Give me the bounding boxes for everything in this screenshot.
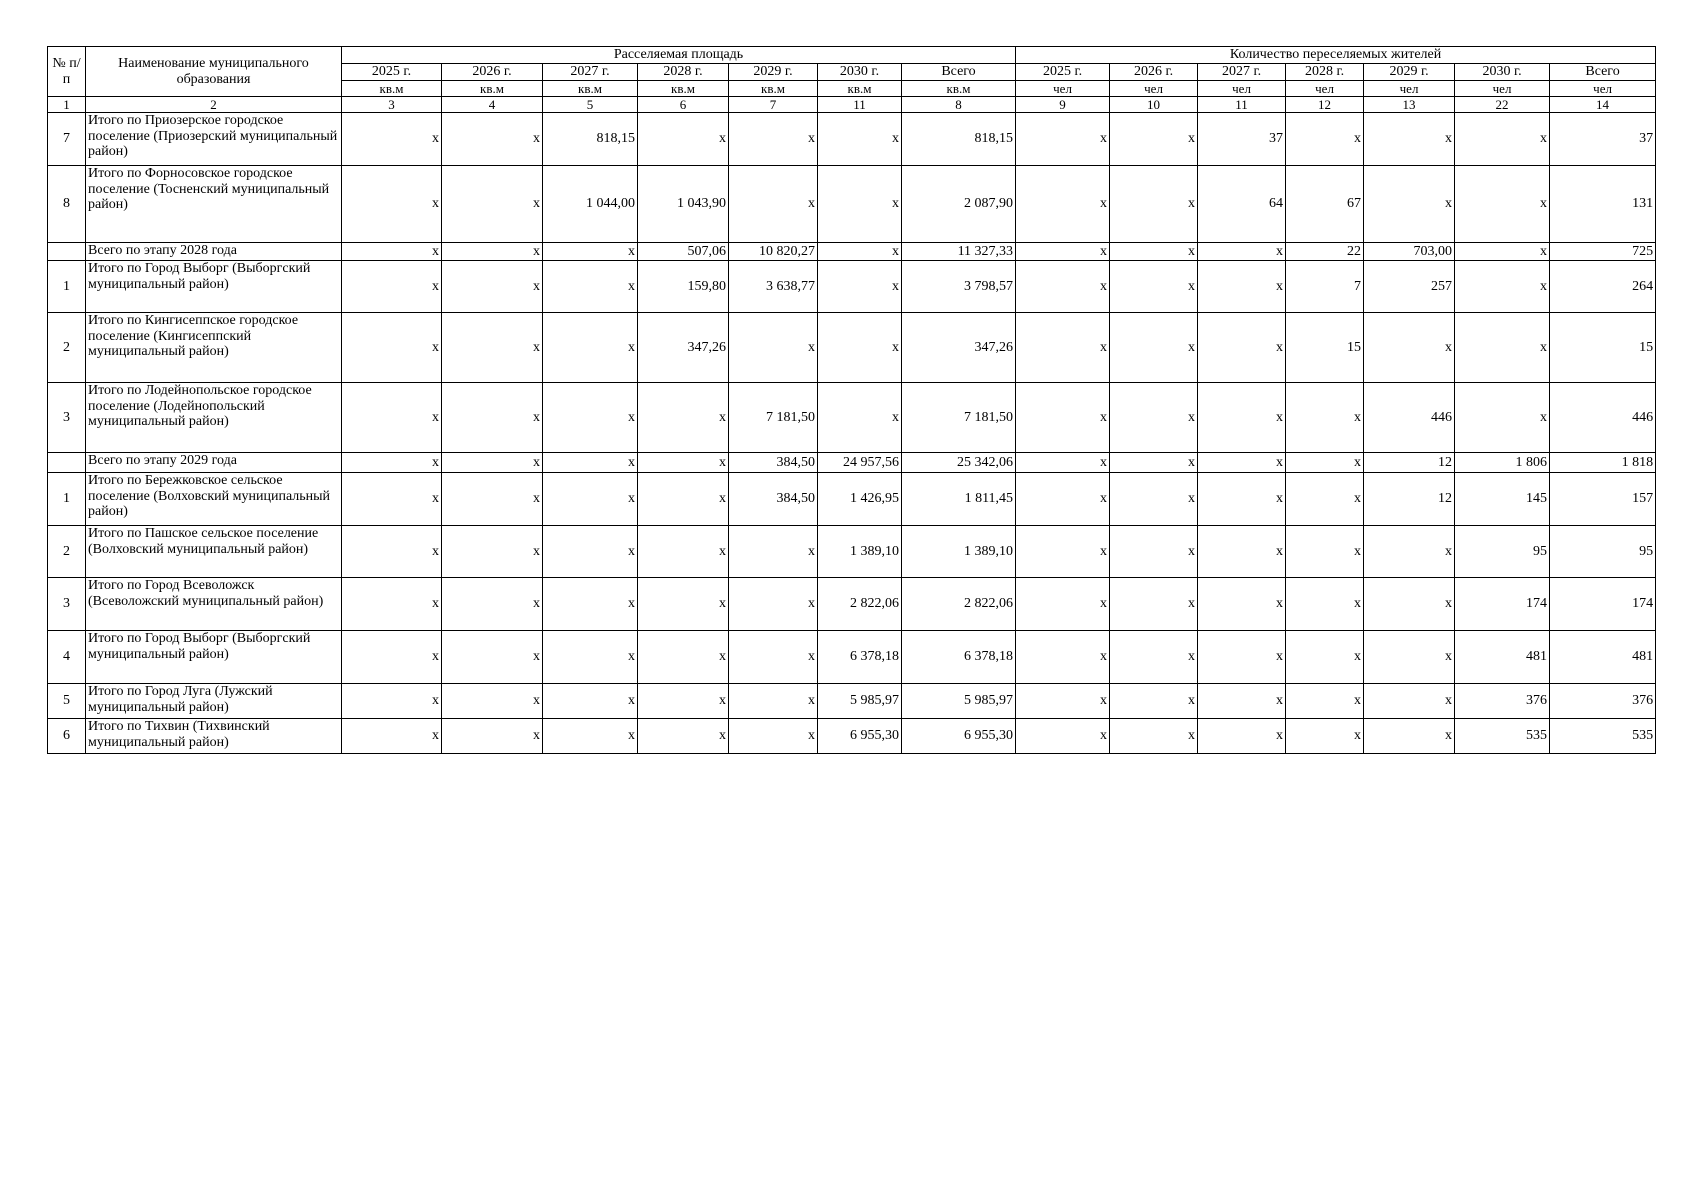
people-value: x xyxy=(1455,243,1550,261)
people-value: 703,00 xyxy=(1364,243,1455,261)
area-value: x xyxy=(442,526,543,578)
people-value: 481 xyxy=(1550,631,1656,684)
area-value: x xyxy=(543,243,638,261)
area-value: x xyxy=(543,719,638,754)
people-value: 157 xyxy=(1550,473,1656,526)
header-area-year: 2029 г. xyxy=(729,64,818,81)
people-value: x xyxy=(1364,113,1455,166)
table-row xyxy=(48,684,1656,719)
people-value: x xyxy=(1016,453,1110,473)
people-value: x xyxy=(1016,719,1110,754)
area-value: 2 822,06 xyxy=(818,578,902,631)
area-value: x xyxy=(638,631,729,684)
area-value: x xyxy=(729,166,818,243)
header-column-number: 8 xyxy=(902,97,1016,113)
header-people-year: Всего xyxy=(1550,64,1656,81)
header-column-number: 1 xyxy=(48,97,86,113)
area-value: 347,26 xyxy=(638,313,729,383)
people-value: x xyxy=(1455,166,1550,243)
header-column-number: 14 xyxy=(1550,97,1656,113)
people-value: 95 xyxy=(1455,526,1550,578)
area-value: 1 043,90 xyxy=(638,166,729,243)
area-value: 1 426,95 xyxy=(818,473,902,526)
people-value: x xyxy=(1286,453,1364,473)
area-value: x xyxy=(543,453,638,473)
area-value: 507,06 xyxy=(638,243,729,261)
people-value: x xyxy=(1286,383,1364,453)
header-people-unit: чел xyxy=(1016,81,1110,97)
row-number: 1 xyxy=(48,473,86,526)
people-value: 7 xyxy=(1286,261,1364,313)
people-value: 174 xyxy=(1550,578,1656,631)
people-value: 37 xyxy=(1550,113,1656,166)
table-row-stage-total xyxy=(48,453,1656,473)
people-value: x xyxy=(1110,473,1198,526)
area-value: x xyxy=(638,578,729,631)
people-value: 257 xyxy=(1364,261,1455,313)
area-value: x xyxy=(638,113,729,166)
area-value: x xyxy=(442,313,543,383)
municipality-name: Итого по Тихвин (Тихвинский муниципальный район) xyxy=(86,719,342,754)
people-value: 174 xyxy=(1455,578,1550,631)
table-row xyxy=(48,719,1656,754)
municipality-name: Всего по этапу 2029 года xyxy=(86,453,342,473)
people-value: x xyxy=(1198,453,1286,473)
municipality-name: Итого по Город Выборг (Выборгский муниципальный район) xyxy=(86,261,342,313)
header-column-number: 9 xyxy=(1016,97,1110,113)
header-column-number: 5 xyxy=(543,97,638,113)
header-column-number: 11 xyxy=(818,97,902,113)
area-value: x xyxy=(342,473,442,526)
area-value: x xyxy=(638,473,729,526)
area-value: x xyxy=(442,166,543,243)
area-value: x xyxy=(729,578,818,631)
area-value: 1 811,45 xyxy=(902,473,1016,526)
municipality-name: Итого по Город Всеволожск (Всеволожский муниципальный район) xyxy=(86,578,342,631)
table-row xyxy=(48,578,1656,631)
area-value: 5 985,97 xyxy=(902,684,1016,719)
header-people-year: 2028 г. xyxy=(1286,64,1364,81)
area-value: x xyxy=(543,631,638,684)
header-row-column-numbers xyxy=(48,97,1656,113)
area-value: 818,15 xyxy=(902,113,1016,166)
municipality-name: Итого по Город Луга (Лужский муниципальный район) xyxy=(86,684,342,719)
people-value: x xyxy=(1455,383,1550,453)
header-group-area: Расселяемая площадь xyxy=(342,47,1016,64)
header-area-year: 2026 г. xyxy=(442,64,543,81)
area-value: x xyxy=(729,313,818,383)
area-value: x xyxy=(342,526,442,578)
people-value: x xyxy=(1455,113,1550,166)
header-people-year: 2026 г. xyxy=(1110,64,1198,81)
area-value: x xyxy=(442,261,543,313)
people-value: x xyxy=(1016,578,1110,631)
area-value: x xyxy=(543,684,638,719)
row-number: 7 xyxy=(48,113,86,166)
area-value: x xyxy=(342,313,442,383)
area-value: x xyxy=(342,383,442,453)
header-area-year: 2025 г. xyxy=(342,64,442,81)
area-value: x xyxy=(818,243,902,261)
area-value: x xyxy=(638,526,729,578)
row-number: 6 xyxy=(48,719,86,754)
header-area-unit: кв.м xyxy=(442,81,543,97)
area-value: x xyxy=(442,453,543,473)
people-value: x xyxy=(1110,243,1198,261)
people-value: x xyxy=(1110,313,1198,383)
area-value: 1 044,00 xyxy=(543,166,638,243)
header-area-unit: кв.м xyxy=(818,81,902,97)
area-value: 384,50 xyxy=(729,453,818,473)
header-area-year: 2027 г. xyxy=(543,64,638,81)
header-people-year: 2029 г. xyxy=(1364,64,1455,81)
people-value: x xyxy=(1286,526,1364,578)
header-column-number: 4 xyxy=(442,97,543,113)
people-value: 145 xyxy=(1455,473,1550,526)
area-value: x xyxy=(638,383,729,453)
area-value: x xyxy=(818,113,902,166)
people-value: x xyxy=(1016,113,1110,166)
area-value: x xyxy=(543,383,638,453)
area-value: 3 638,77 xyxy=(729,261,818,313)
people-value: x xyxy=(1198,684,1286,719)
people-value: x xyxy=(1198,526,1286,578)
table-row xyxy=(48,631,1656,684)
header-column-number: 7 xyxy=(729,97,818,113)
area-value: x xyxy=(342,453,442,473)
area-value: 7 181,50 xyxy=(902,383,1016,453)
table-body xyxy=(48,113,1656,754)
people-value: x xyxy=(1364,719,1455,754)
people-value: x xyxy=(1110,453,1198,473)
area-value: x xyxy=(442,113,543,166)
area-value: x xyxy=(442,243,543,261)
area-value: x xyxy=(638,719,729,754)
people-value: 535 xyxy=(1455,719,1550,754)
people-value: x xyxy=(1110,113,1198,166)
people-value: x xyxy=(1286,578,1364,631)
header-name: Наименование муниципального образования xyxy=(86,47,342,97)
header-area-unit: кв.м xyxy=(543,81,638,97)
people-value: x xyxy=(1364,166,1455,243)
header-group-people: Количество переселяемых жителей xyxy=(1016,47,1656,64)
header-column-number: 6 xyxy=(638,97,729,113)
people-value: x xyxy=(1016,473,1110,526)
people-value: x xyxy=(1198,243,1286,261)
people-value: x xyxy=(1286,719,1364,754)
header-people-unit: чел xyxy=(1550,81,1656,97)
people-value: x xyxy=(1286,631,1364,684)
people-value: 64 xyxy=(1198,166,1286,243)
people-value: x xyxy=(1364,526,1455,578)
area-value: x xyxy=(342,261,442,313)
people-value: x xyxy=(1110,684,1198,719)
table-row xyxy=(48,113,1656,166)
people-value: 12 xyxy=(1364,473,1455,526)
area-value: 2 822,06 xyxy=(902,578,1016,631)
area-value: x xyxy=(342,166,442,243)
header-area-unit: кв.м xyxy=(342,81,442,97)
area-value: x xyxy=(342,578,442,631)
header-area-year: Всего xyxy=(902,64,1016,81)
header-column-number: 13 xyxy=(1364,97,1455,113)
people-value: x xyxy=(1198,719,1286,754)
row-number: 8 xyxy=(48,166,86,243)
people-value: x xyxy=(1110,719,1198,754)
area-value: 2 087,90 xyxy=(902,166,1016,243)
area-value: 6 378,18 xyxy=(902,631,1016,684)
table-row xyxy=(48,166,1656,243)
people-value: x xyxy=(1286,684,1364,719)
people-value: 15 xyxy=(1286,313,1364,383)
people-value: 15 xyxy=(1550,313,1656,383)
area-value: x xyxy=(442,578,543,631)
header-column-number: 10 xyxy=(1110,97,1198,113)
people-value: x xyxy=(1198,313,1286,383)
area-value: 1 389,10 xyxy=(818,526,902,578)
area-value: 159,80 xyxy=(638,261,729,313)
header-people-year: 2030 г. xyxy=(1455,64,1550,81)
area-value: x xyxy=(442,383,543,453)
area-value: 384,50 xyxy=(729,473,818,526)
people-value: x xyxy=(1016,166,1110,243)
area-value: x xyxy=(442,631,543,684)
area-value: x xyxy=(543,526,638,578)
people-value: x xyxy=(1286,113,1364,166)
people-value: x xyxy=(1198,578,1286,631)
people-value: x xyxy=(1198,261,1286,313)
people-value: 22 xyxy=(1286,243,1364,261)
area-value: x xyxy=(818,313,902,383)
area-value: x xyxy=(342,113,442,166)
people-value: 725 xyxy=(1550,243,1656,261)
people-value: 376 xyxy=(1550,684,1656,719)
header-column-number: 22 xyxy=(1455,97,1550,113)
people-value: 264 xyxy=(1550,261,1656,313)
area-value: x xyxy=(442,719,543,754)
municipality-name: Итого по Приозерское городское поселение (Приозерский муниципальный район) xyxy=(86,113,342,166)
header-people-year: 2027 г. xyxy=(1198,64,1286,81)
people-value: x xyxy=(1364,313,1455,383)
row-number xyxy=(48,243,86,261)
people-value: x xyxy=(1110,578,1198,631)
area-value: 6 955,30 xyxy=(902,719,1016,754)
people-value: x xyxy=(1364,684,1455,719)
header-column-number: 3 xyxy=(342,97,442,113)
people-value: 535 xyxy=(1550,719,1656,754)
people-value: x xyxy=(1110,526,1198,578)
header-people-unit: чел xyxy=(1110,81,1198,97)
municipality-name: Итого по Кингисеппское городское поселение (Кингисеппский муниципальный район) xyxy=(86,313,342,383)
row-number: 1 xyxy=(48,261,86,313)
people-value: x xyxy=(1110,261,1198,313)
header-column-number: 11 xyxy=(1198,97,1286,113)
people-value: 67 xyxy=(1286,166,1364,243)
header-area-year: 2030 г. xyxy=(818,64,902,81)
header-area-unit: кв.м xyxy=(902,81,1016,97)
people-value: x xyxy=(1455,261,1550,313)
people-value: x xyxy=(1110,631,1198,684)
area-value: 5 985,97 xyxy=(818,684,902,719)
area-value: 6 955,30 xyxy=(818,719,902,754)
people-value: x xyxy=(1110,166,1198,243)
area-value: 6 378,18 xyxy=(818,631,902,684)
table-row xyxy=(48,313,1656,383)
area-value: 818,15 xyxy=(543,113,638,166)
people-value: x xyxy=(1198,631,1286,684)
people-value: 95 xyxy=(1550,526,1656,578)
table-row xyxy=(48,383,1656,453)
area-value: 1 389,10 xyxy=(902,526,1016,578)
header-people-year: 2025 г. xyxy=(1016,64,1110,81)
people-value: x xyxy=(1016,631,1110,684)
document-sheet xyxy=(47,46,1656,754)
people-value: 12 xyxy=(1364,453,1455,473)
table-row xyxy=(48,261,1656,313)
table-row-stage-total xyxy=(48,243,1656,261)
area-value: 7 181,50 xyxy=(729,383,818,453)
people-value: 446 xyxy=(1550,383,1656,453)
area-value: x xyxy=(342,243,442,261)
municipality-name: Итого по Форносовское городское поселение (Тосненский муниципальный район) xyxy=(86,166,342,243)
municipality-name: Итого по Бережковское сельское поселение (Волховский муниципальный район) xyxy=(86,473,342,526)
people-value: x xyxy=(1198,473,1286,526)
area-value: x xyxy=(729,719,818,754)
people-value: x xyxy=(1016,243,1110,261)
header-people-unit: чел xyxy=(1286,81,1364,97)
header-area-unit: кв.м xyxy=(729,81,818,97)
municipality-name: Всего по этапу 2028 года xyxy=(86,243,342,261)
area-value: x xyxy=(638,453,729,473)
area-value: x xyxy=(729,113,818,166)
municipality-name: Итого по Город Выборг (Выборгский муниципальный район) xyxy=(86,631,342,684)
people-value: 481 xyxy=(1455,631,1550,684)
header-people-unit: чел xyxy=(1364,81,1455,97)
people-value: x xyxy=(1016,684,1110,719)
header-people-unit: чел xyxy=(1198,81,1286,97)
area-value: x xyxy=(543,313,638,383)
table-row xyxy=(48,526,1656,578)
area-value: x xyxy=(442,684,543,719)
people-value: x xyxy=(1198,383,1286,453)
row-number: 5 xyxy=(48,684,86,719)
header-no: № п/п xyxy=(48,47,86,97)
people-value: x xyxy=(1364,578,1455,631)
area-value: x xyxy=(342,719,442,754)
header-area-unit: кв.м xyxy=(638,81,729,97)
people-value: x xyxy=(1016,261,1110,313)
area-value: x xyxy=(818,383,902,453)
area-value: 347,26 xyxy=(902,313,1016,383)
area-value: x xyxy=(729,631,818,684)
area-value: 24 957,56 xyxy=(818,453,902,473)
people-value: 376 xyxy=(1455,684,1550,719)
people-value: x xyxy=(1016,313,1110,383)
people-value: 1 806 xyxy=(1455,453,1550,473)
area-value: x xyxy=(543,261,638,313)
row-number: 4 xyxy=(48,631,86,684)
people-value: 446 xyxy=(1364,383,1455,453)
area-value: x xyxy=(818,166,902,243)
row-number xyxy=(48,453,86,473)
people-value: x xyxy=(1016,383,1110,453)
header-row-groups xyxy=(48,47,1656,64)
row-number: 3 xyxy=(48,578,86,631)
header-column-number: 12 xyxy=(1286,97,1364,113)
header-people-unit: чел xyxy=(1455,81,1550,97)
header-column-number: 2 xyxy=(86,97,342,113)
row-number: 2 xyxy=(48,526,86,578)
people-value: 1 818 xyxy=(1550,453,1656,473)
people-value: x xyxy=(1364,631,1455,684)
area-value: 10 820,27 xyxy=(729,243,818,261)
area-value: x xyxy=(638,684,729,719)
table-row xyxy=(48,473,1656,526)
people-value: 131 xyxy=(1550,166,1656,243)
municipality-name: Итого по Пашское сельское поселение (Волховский муниципальный район) xyxy=(86,526,342,578)
people-value: x xyxy=(1016,526,1110,578)
people-value: x xyxy=(1110,383,1198,453)
area-value: x xyxy=(442,473,543,526)
area-value: x xyxy=(729,526,818,578)
area-value: x xyxy=(729,684,818,719)
area-value: x xyxy=(543,578,638,631)
area-value: x xyxy=(543,473,638,526)
area-value: 25 342,06 xyxy=(902,453,1016,473)
row-number: 3 xyxy=(48,383,86,453)
area-value: 3 798,57 xyxy=(902,261,1016,313)
area-value: 11 327,33 xyxy=(902,243,1016,261)
header-area-year: 2028 г. xyxy=(638,64,729,81)
resettlement-table xyxy=(47,46,1656,754)
people-value: 37 xyxy=(1198,113,1286,166)
municipality-name: Итого по Лодейнопольское городское поселение (Лодейнопольский муниципальный район) xyxy=(86,383,342,453)
area-value: x xyxy=(818,261,902,313)
people-value: x xyxy=(1455,313,1550,383)
people-value: x xyxy=(1286,473,1364,526)
row-number: 2 xyxy=(48,313,86,383)
table-header xyxy=(48,47,1656,113)
area-value: x xyxy=(342,684,442,719)
area-value: x xyxy=(342,631,442,684)
